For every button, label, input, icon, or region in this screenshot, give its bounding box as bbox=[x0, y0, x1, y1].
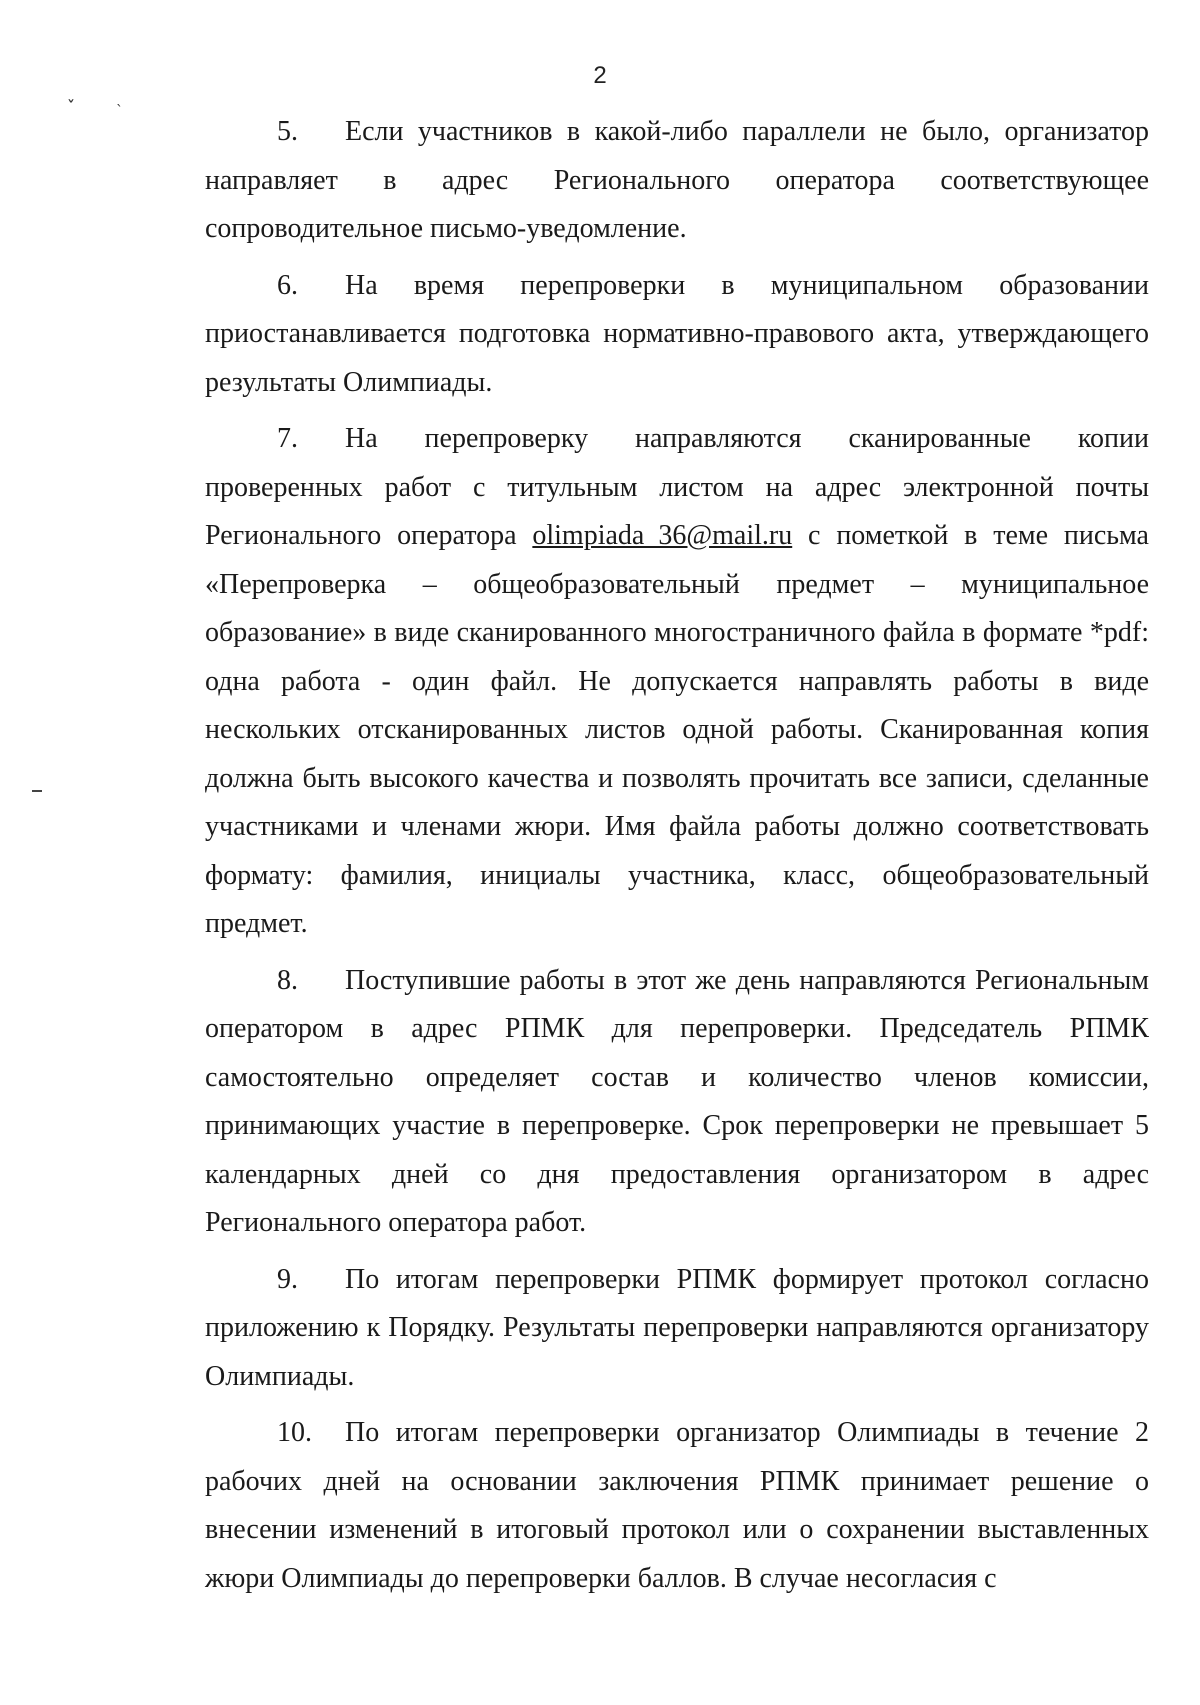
page-number: 2 bbox=[593, 62, 607, 89]
paragraph-8 bbox=[205, 957, 1149, 1248]
paragraph-number: 8. bbox=[277, 964, 298, 996]
paragraph-text: Если участников в какой-либо параллели не было, организатор направляет в адрес Регионального оператора соответствующее сопроводительное письмо-уведомление. bbox=[205, 116, 1149, 244]
paragraph-number: 7. bbox=[277, 423, 298, 454]
paragraph-text: На перепроверку направляются сканированные копии проверенных работ с титульным листом на адрес электронной почты Регионального оператора bbox=[205, 423, 1149, 551]
paragraph-9 bbox=[205, 1256, 1149, 1402]
scan-artifact-dash bbox=[32, 790, 42, 792]
paragraph-text: По итогам перепроверки РПМК формирует протокол согласно приложению к Порядку. Результаты перепроверки направляются организатору Олимпиады. bbox=[205, 1263, 1149, 1392]
scan-artifact-mark: ˎ bbox=[116, 91, 123, 107]
paragraph-number: 9. bbox=[277, 1263, 298, 1295]
email-link[interactable]: olimpiada_36@mail.ru bbox=[532, 520, 793, 551]
paragraph-5 bbox=[205, 108, 1149, 254]
paragraph-7 bbox=[205, 415, 1149, 949]
document-body bbox=[205, 108, 1149, 1611]
paragraph-number: 6. bbox=[277, 269, 298, 301]
paragraph-number: 10. bbox=[277, 1417, 312, 1448]
paragraph-number: 5. bbox=[277, 116, 298, 147]
paragraph-10 bbox=[205, 1409, 1149, 1603]
paragraph-text: с пометкой в теме письма «Перепроверка – общеобразовательный предмет – муниципальное образование» в виде сканированного многостраничного файла в формате *pdf: одна работа - один файл. Не допускается направлять работы в виде нескольких отсканированных листов одной работы. Сканированная копия должна быть высокого качества и позволять прочитать все записи, сделанные участниками и членами жюри. Имя файла работы должно соответствовать формату: фамилия, инициалы участника, класс, общеобразовательный предмет. bbox=[205, 520, 1149, 939]
paragraph-text: Поступившие работы в этот же день направляются Региональным оператором в адрес РПМК для перепроверки. Председатель РПМК самостоятельно определяет состав и количество членов комиссии, принимающих участие в перепроверке. Срок перепроверки не превышает 5 календарных дней со дня предоставления организатором в адрес Регионального оператора работ. bbox=[205, 964, 1149, 1238]
paragraph-6 bbox=[205, 262, 1149, 408]
paragraph-text: На время перепроверки в муниципальном образовании приостанавливается подготовка нормативно-правового акта, утверждающего результаты Олимпиады. bbox=[205, 269, 1149, 398]
paragraph-text: По итогам перепроверки организатор Олимпиады в течение 2 рабочих дней на основании заключения РПМК принимает решение о внесении изменений в итоговый протокол или о сохранении выставленных жюри Олимпиады до перепроверки баллов. В случае несогласия с bbox=[205, 1417, 1149, 1594]
